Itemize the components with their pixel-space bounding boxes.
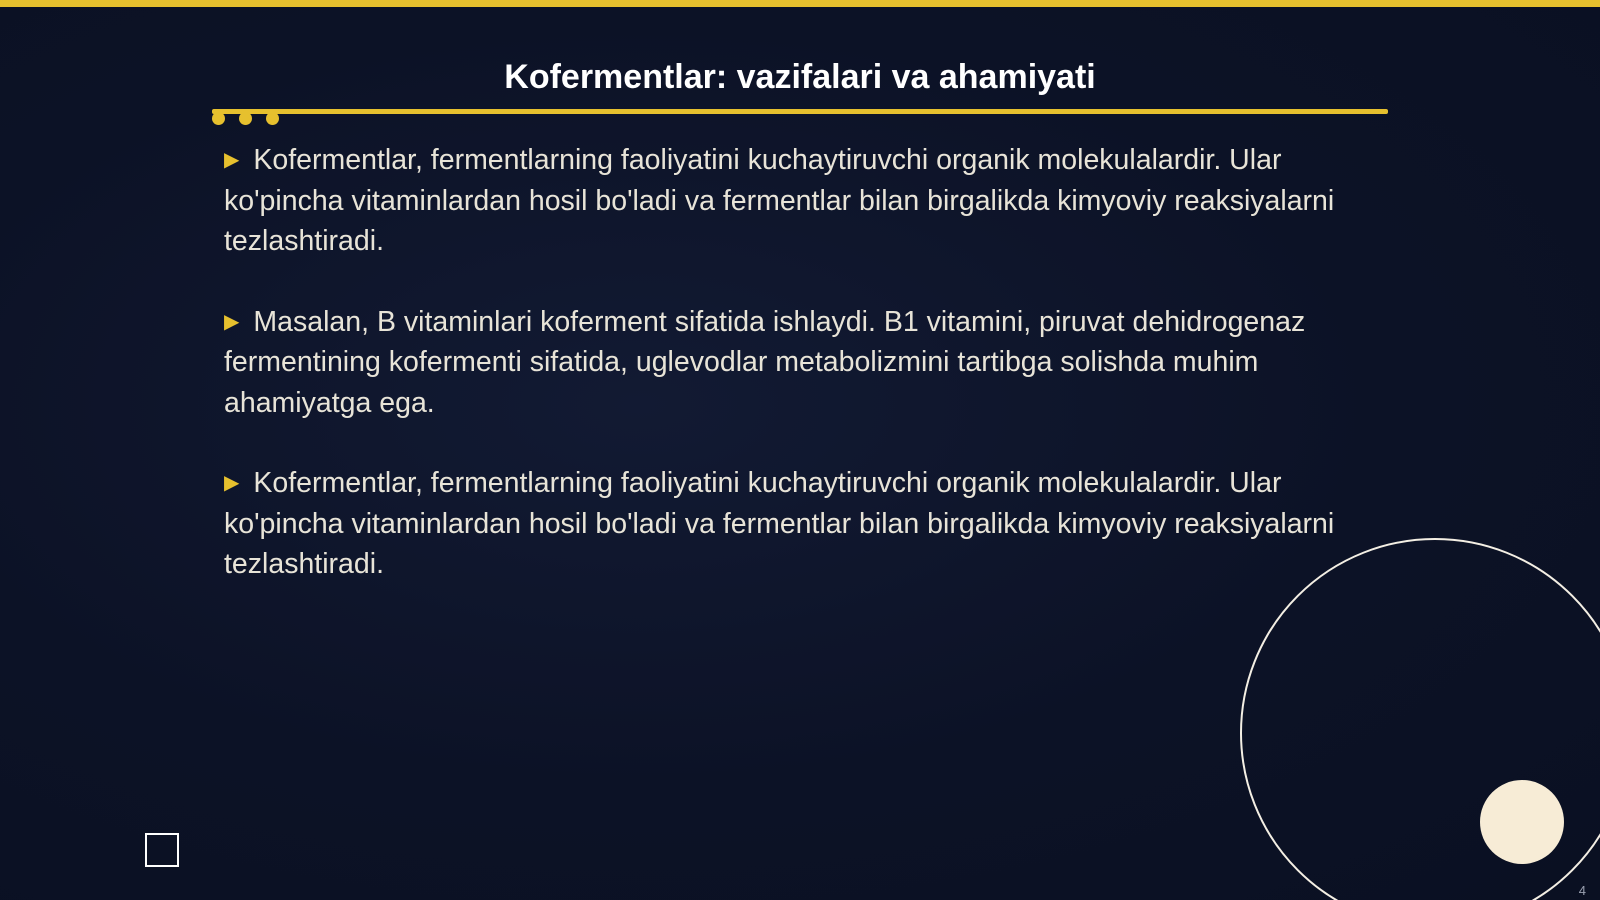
accent-dot bbox=[266, 112, 279, 125]
title-dots bbox=[212, 112, 279, 126]
slide-title: Kofermentlar: vazifalari va ahamiyati bbox=[504, 58, 1096, 96]
bullet-item bbox=[224, 463, 1344, 585]
decorative-square-outline bbox=[145, 833, 179, 867]
bullet-text: Kofermentlar, fermentlarning faoliyatini kuchaytiruvchi organik molekulalardir. Ular ko'pincha vitaminlardan hosil bo'ladi va fermentlar bilan birgalikda kimyoviy reaksiyalarni tezlashtiradi. bbox=[224, 144, 1335, 257]
bullet-item bbox=[224, 140, 1344, 262]
bullet-text: Kofermentlar, fermentlarning faoliyatini kuchaytiruvchi organik molekulalardir. Ular ko'pincha vitaminlardan hosil bo'ladi va fermentlar bilan birgalikda kimyoviy reaksiyalarni tezlashtiradi. bbox=[224, 467, 1335, 580]
title-underline bbox=[212, 109, 1388, 114]
page-number: 4 bbox=[1578, 883, 1586, 898]
decorative-filled-circle bbox=[1480, 780, 1564, 864]
triangle-right-icon: ▶ bbox=[224, 472, 240, 494]
triangle-right-icon: ▶ bbox=[224, 310, 240, 333]
accent-dot bbox=[239, 112, 252, 125]
bullet-item bbox=[224, 302, 1344, 424]
bullet-list bbox=[224, 140, 1344, 625]
bullet-text: Masalan, B vitaminlari koferment sifatida ishlaydi. B1 vitamini, piruvat dehidrogenaz fermentining kofermenti sifatida, uglevodlar metabolizmini tartibga solishda muhim ahamiyatga ega. bbox=[224, 305, 1306, 419]
top-accent-bar bbox=[0, 0, 1600, 7]
triangle-right-icon: ▶ bbox=[224, 149, 240, 171]
accent-dot bbox=[212, 112, 225, 125]
